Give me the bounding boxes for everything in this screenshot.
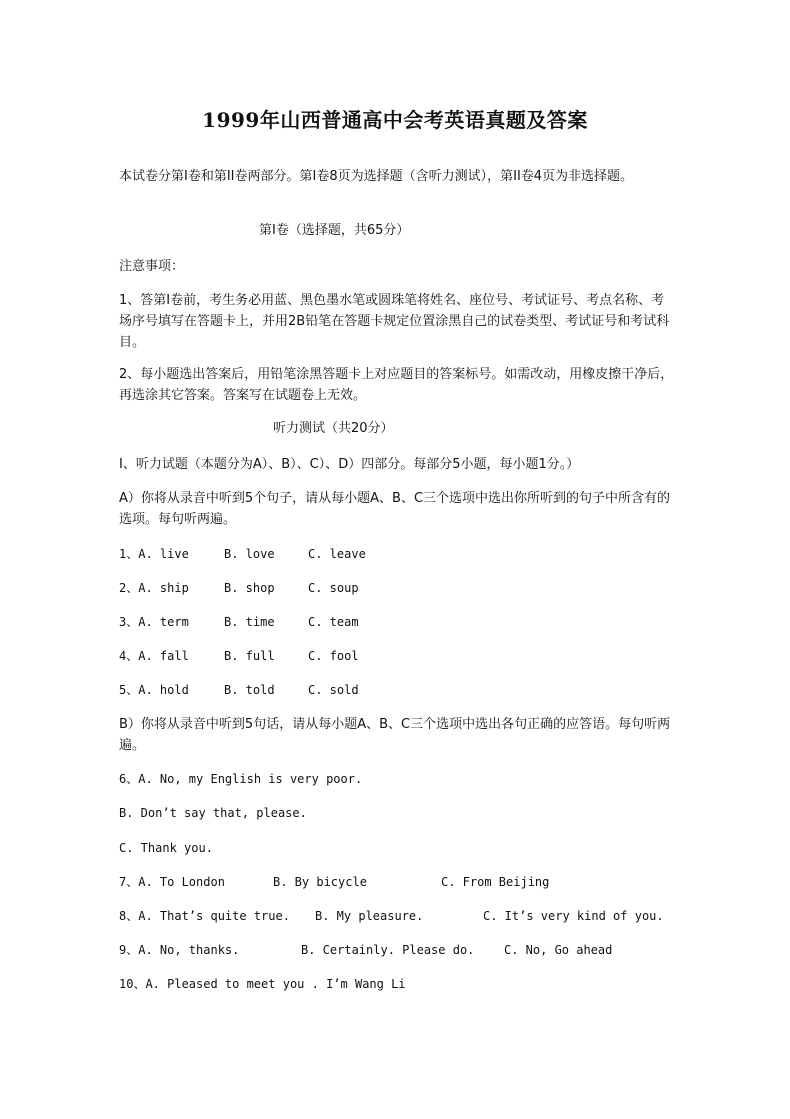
option-a: 2、A. ship	[119, 581, 189, 595]
option-b: B. Certainly. Please do.	[301, 943, 475, 957]
option-a: 7、A. To London	[119, 875, 225, 889]
part-a-instruction: A）你将从录音中听到5个句子，请从每小题A、B、C三个选项中选出你所听到的句子中所含有的选项。每句听两遍。	[119, 491, 671, 527]
note-1: 1、答第Ⅰ卷前，考生务必用蓝、黑色墨水笔或圆珠笔将姓名、座位号、考试证号、考点名称、考场序号填写在答题卡上，并用2B铅笔在答题卡规定位置涂黑自己的试卷类型、考试证号和考试科目。	[119, 293, 670, 350]
option-a: 8、A. That’s quite true.	[119, 909, 290, 923]
option-a: 4、A. fall	[119, 649, 189, 663]
section-i-heading: Ⅰ、听力试题（本题分为A）、B）、C）、D）四部分。每部分5小题，每小题1分。）	[119, 457, 580, 472]
option-b: B. By bicycle	[273, 875, 367, 889]
option-b: B. Don’t say that, please.	[119, 806, 307, 820]
option-a: 5、A. hold	[119, 683, 189, 697]
option-b: B. My pleasure.	[315, 909, 424, 923]
intro-paragraph: 本试卷分第Ⅰ卷和第II卷两部分。第Ⅰ卷8页为选择题（含听力测试），第II卷4页为非选择题。	[119, 169, 634, 184]
notes-heading: 注意事项：	[119, 259, 185, 274]
listening-heading: 听力测试（共20分）	[273, 421, 394, 436]
option-c: C. fool	[308, 649, 359, 663]
option-b: B. shop	[224, 581, 275, 595]
option-b: B. told	[224, 683, 275, 697]
option-a: 3、A. term	[119, 615, 189, 629]
option-c: C. leave	[308, 547, 366, 561]
option-c: C. From Beijing	[441, 875, 550, 889]
option-a: 10、A. Pleased to meet you . I’m Wang Li	[119, 977, 406, 991]
option-a: 1、A. live	[119, 547, 189, 561]
part-b-instruction: B）你将从录音中听到5句话，请从每小题A、B、C三个选项中选出各句正确的应答语。每句听两遍。	[119, 717, 671, 753]
option-a: 9、A. No, thanks.	[119, 943, 240, 957]
option-c: C. No, Go ahead	[504, 943, 613, 957]
part1-heading: 第Ⅰ卷（选择题，共65分）	[259, 223, 410, 238]
option-c: C. team	[308, 615, 359, 629]
option-b: B. time	[224, 615, 275, 629]
option-c: C. It’s very kind of you.	[483, 909, 664, 923]
note-2: 2、每小题选出答案后，用铅笔涂黑答题卡上对应题目的答案标号。如需改动，用橡皮擦干净后，再选涂其它答案。答案写在试题卷上无效。	[119, 367, 674, 403]
option-c: C. soup	[308, 581, 359, 595]
option-b: B. full	[224, 649, 275, 663]
option-a: 6、A. No, my English is very poor.	[119, 772, 363, 786]
question-10-a	[119, 975, 699, 1029]
option-c: C. Thank you.	[119, 841, 213, 855]
option-c: C. sold	[308, 683, 359, 697]
option-b: B. love	[224, 547, 275, 561]
document-title: 1999年山西普通高中会考英语真题及答案	[202, 108, 588, 132]
